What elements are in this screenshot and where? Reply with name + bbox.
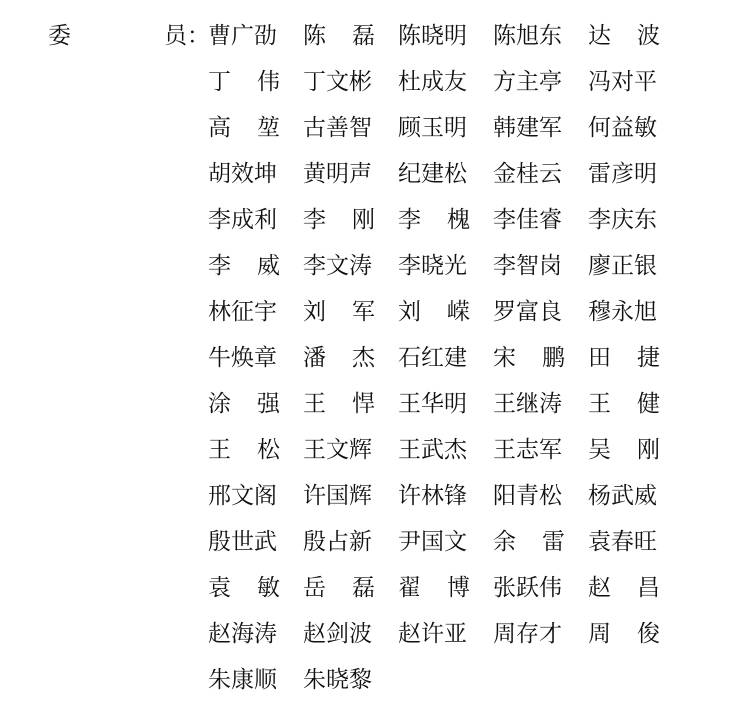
member-name: 李 威 [208,253,280,279]
member-name: 冯对平 [588,69,657,95]
member-name: 达 波 [588,23,660,49]
member-name: 丁 伟 [208,69,280,95]
member-name: 纪建松 [398,161,467,187]
member-name: 何益敏 [588,115,657,141]
member-name: 许林锋 [398,483,467,509]
member-name: 张跃伟 [493,575,562,601]
member-name: 王 悍 [303,391,375,417]
member-name: 杨武威 [588,483,657,509]
member-name: 李庆东 [588,207,657,233]
member-name: 陈 磊 [303,23,375,49]
member-name: 岳 磊 [303,575,375,601]
member-name: 李 槐 [398,207,470,233]
member-name: 王 健 [588,391,660,417]
member-name: 赵海涛 [208,621,277,647]
member-name: 李智岗 [493,253,562,279]
member-name: 邢文阁 [208,483,277,509]
member-name: 方主亭 [493,69,562,95]
member-name: 许国辉 [303,483,372,509]
member-name: 石红建 [398,345,467,371]
member-name: 田 捷 [588,345,660,371]
member-name: 金桂云 [493,161,562,187]
role-label-part1: 委 [48,23,71,49]
member-name: 袁 敏 [208,575,280,601]
member-name: 王武杰 [398,437,467,463]
member-list [208,18,688,708]
member-name: 雷彦明 [588,161,657,187]
member-name: 朱晓黎 [303,667,372,693]
member-name: 王 松 [208,437,280,463]
member-name: 王继涛 [493,391,562,417]
member-name: 刘 嵘 [398,299,470,325]
role-label-part2: 员： [164,23,210,49]
member-name: 涂 强 [208,391,280,417]
member-name: 牛焕章 [208,345,277,371]
member-name: 殷世武 [208,529,277,555]
member-name: 周 俊 [588,621,660,647]
member-name: 高 堃 [208,115,280,141]
member-name: 吴 刚 [588,437,660,463]
member-name: 黄明声 [303,161,372,187]
member-name: 顾玉明 [398,115,467,141]
member-name: 李 刚 [303,207,375,233]
member-name: 赵剑波 [303,621,372,647]
member-name: 陈晓明 [398,23,467,49]
member-name: 王华明 [398,391,467,417]
member-name: 胡效坤 [208,161,277,187]
member-name: 罗富良 [493,299,562,325]
member-name: 李文涛 [303,253,372,279]
member-name: 赵 昌 [588,575,660,601]
member-name: 尹国文 [398,529,467,555]
member-name: 曹广劭 [208,23,277,49]
member-name: 袁春旺 [588,529,657,555]
member-name: 刘 军 [303,299,375,325]
member-name: 王志军 [493,437,562,463]
member-name: 李成利 [208,207,277,233]
member-name: 李晓光 [398,253,467,279]
member-name: 朱康顺 [208,667,277,693]
member-name: 林征宇 [208,299,277,325]
member-name: 王文辉 [303,437,372,463]
member-name: 丁文彬 [303,69,372,95]
member-name: 古善智 [303,115,372,141]
member-name: 殷占新 [303,529,372,555]
member-name: 余 雷 [493,529,565,555]
member-name: 潘 杰 [303,345,375,371]
member-name: 周存才 [493,621,562,647]
member-name: 陈旭东 [493,23,562,49]
member-name: 穆永旭 [588,299,657,325]
member-name: 赵许亚 [398,621,467,647]
role-label [48,18,210,54]
member-name: 廖正银 [588,253,657,279]
member-name: 翟 博 [398,575,470,601]
member-name: 阳青松 [493,483,562,509]
member-name: 宋 鹏 [493,345,565,371]
member-name: 杜成友 [398,69,467,95]
member-name: 李佳睿 [493,207,562,233]
member-name: 韩建军 [493,115,562,141]
